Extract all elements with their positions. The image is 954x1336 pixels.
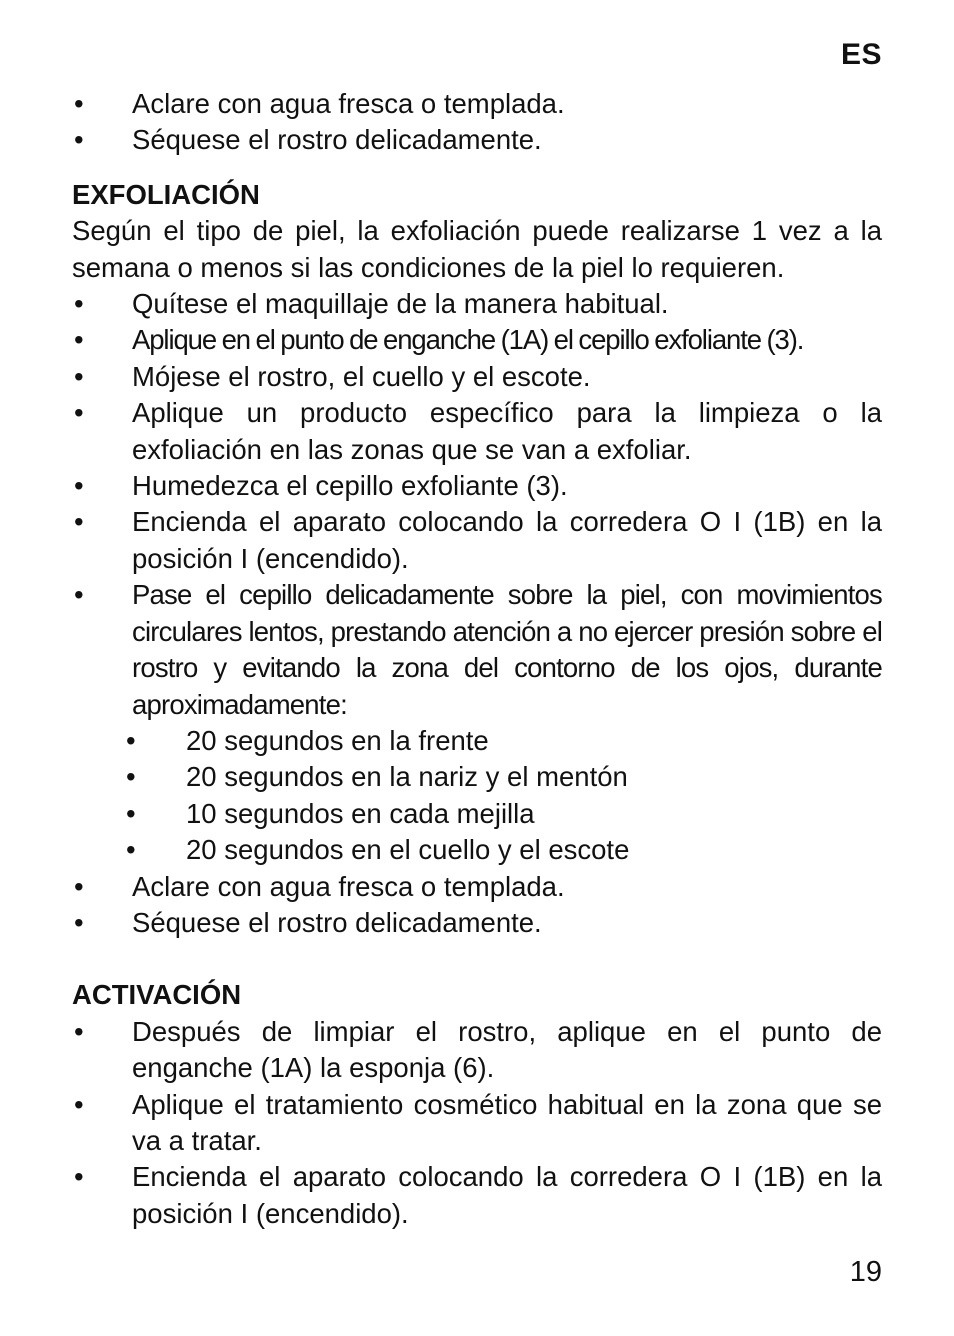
sub-list-item — [72, 832, 882, 868]
sub-list-item-text: 20 segundos en el cuello y el escote — [186, 834, 630, 866]
bullet-icon: • — [74, 124, 84, 156]
bullet-icon: • — [74, 288, 84, 320]
list-item — [72, 869, 882, 905]
list-item-text: Encienda el aparato colocando la corredera O I (1B) en la posición I (encendido). — [132, 1161, 882, 1229]
page-number: 19 — [849, 1256, 882, 1288]
list-item-text: Humedezca el cepillo exfoliante (3). — [132, 470, 568, 502]
sub-list-item-text: 20 segundos en la nariz y el mentón — [186, 761, 628, 793]
language-code: ES — [840, 38, 882, 71]
bullet-icon: • — [74, 324, 84, 356]
bullet-icon: • — [74, 506, 84, 538]
sub-list-item — [72, 723, 882, 759]
list-item-text: Mójese el rostro, el cuello y el escote. — [132, 360, 591, 392]
bullet-icon: • — [74, 579, 84, 611]
sub-list-item — [72, 796, 882, 832]
sub-list-item — [72, 759, 882, 795]
list-item-text: Séquese el rostro delicadamente. — [132, 124, 542, 156]
bullet-icon: • — [74, 870, 84, 902]
exfoliation-intro: Según el tipo de piel, la exfoliación puede realizarse 1 vez a la semana o menos si las condiciones de la piel lo requieren. — [72, 215, 882, 283]
list-item-text: Aplique el tratamiento cosmético habitual en la zona que se va a tratar. — [132, 1088, 882, 1156]
bullet-icon: • — [74, 397, 84, 429]
bullet-icon: • — [126, 724, 136, 756]
bullet-icon: • — [126, 834, 136, 866]
list-item — [72, 322, 882, 358]
list-item-text: Quítese el maquillaje de la manera habitual. — [132, 288, 669, 320]
list-item — [72, 1087, 882, 1160]
bullet-icon: • — [126, 761, 136, 793]
sub-list-item-text: 10 segundos en cada mejilla — [186, 797, 535, 829]
sub-list-item-text: 20 segundos en la frente — [186, 724, 489, 756]
bullet-icon: • — [74, 88, 84, 119]
list-item-text: Séquese el rostro delicadamente. — [132, 906, 542, 938]
list-item — [72, 504, 882, 577]
bullet-icon: • — [74, 1088, 84, 1120]
section-heading-exfoliation: EXFOLIACIÓN — [72, 178, 260, 210]
list-item-text: Aclare con agua fresca o templada. — [132, 870, 565, 902]
list-item — [72, 86, 882, 122]
list-item — [72, 1159, 882, 1232]
bullet-icon: • — [74, 360, 84, 392]
section-heading-activation: ACTIVACIÓN — [72, 979, 242, 1011]
list-item-text: Después de limpiar el rostro, aplique en el punto de enganche (1A) la esponja (6). — [132, 1015, 882, 1084]
bullet-icon: • — [74, 906, 84, 938]
page-content — [72, 86, 882, 1232]
list-item — [72, 905, 882, 941]
list-item-text: Pase el cepillo delicadamente sobre la piel, con movimientos circulares lentos, prestando atención a no ejercer presión sobre el rostro y evitando la zona del contorno de los ojos, durante aproximadamente: — [132, 579, 882, 720]
bullet-icon: • — [74, 470, 84, 502]
list-item-text: Aclare con agua fresca o templada. — [132, 88, 565, 119]
bullet-icon: • — [74, 1015, 84, 1047]
list-item — [72, 359, 882, 395]
list-item — [72, 122, 882, 158]
bullet-icon: • — [74, 1161, 84, 1193]
list-item-text: Encienda el aparato colocando la corredera O I (1B) en la posición I (encendido). — [132, 506, 882, 574]
list-item — [72, 395, 882, 468]
list-item-text: Aplique un producto específico para la limpieza o la exfoliación en las zonas que se van a exfoliar. — [132, 397, 882, 465]
list-item — [72, 577, 882, 723]
list-item-text: Aplique en el punto de enganche (1A) el cepillo exfoliante (3). — [132, 324, 804, 356]
bullet-icon: • — [126, 797, 136, 829]
list-item — [72, 1014, 882, 1087]
list-item — [72, 468, 882, 504]
list-item — [72, 286, 882, 322]
